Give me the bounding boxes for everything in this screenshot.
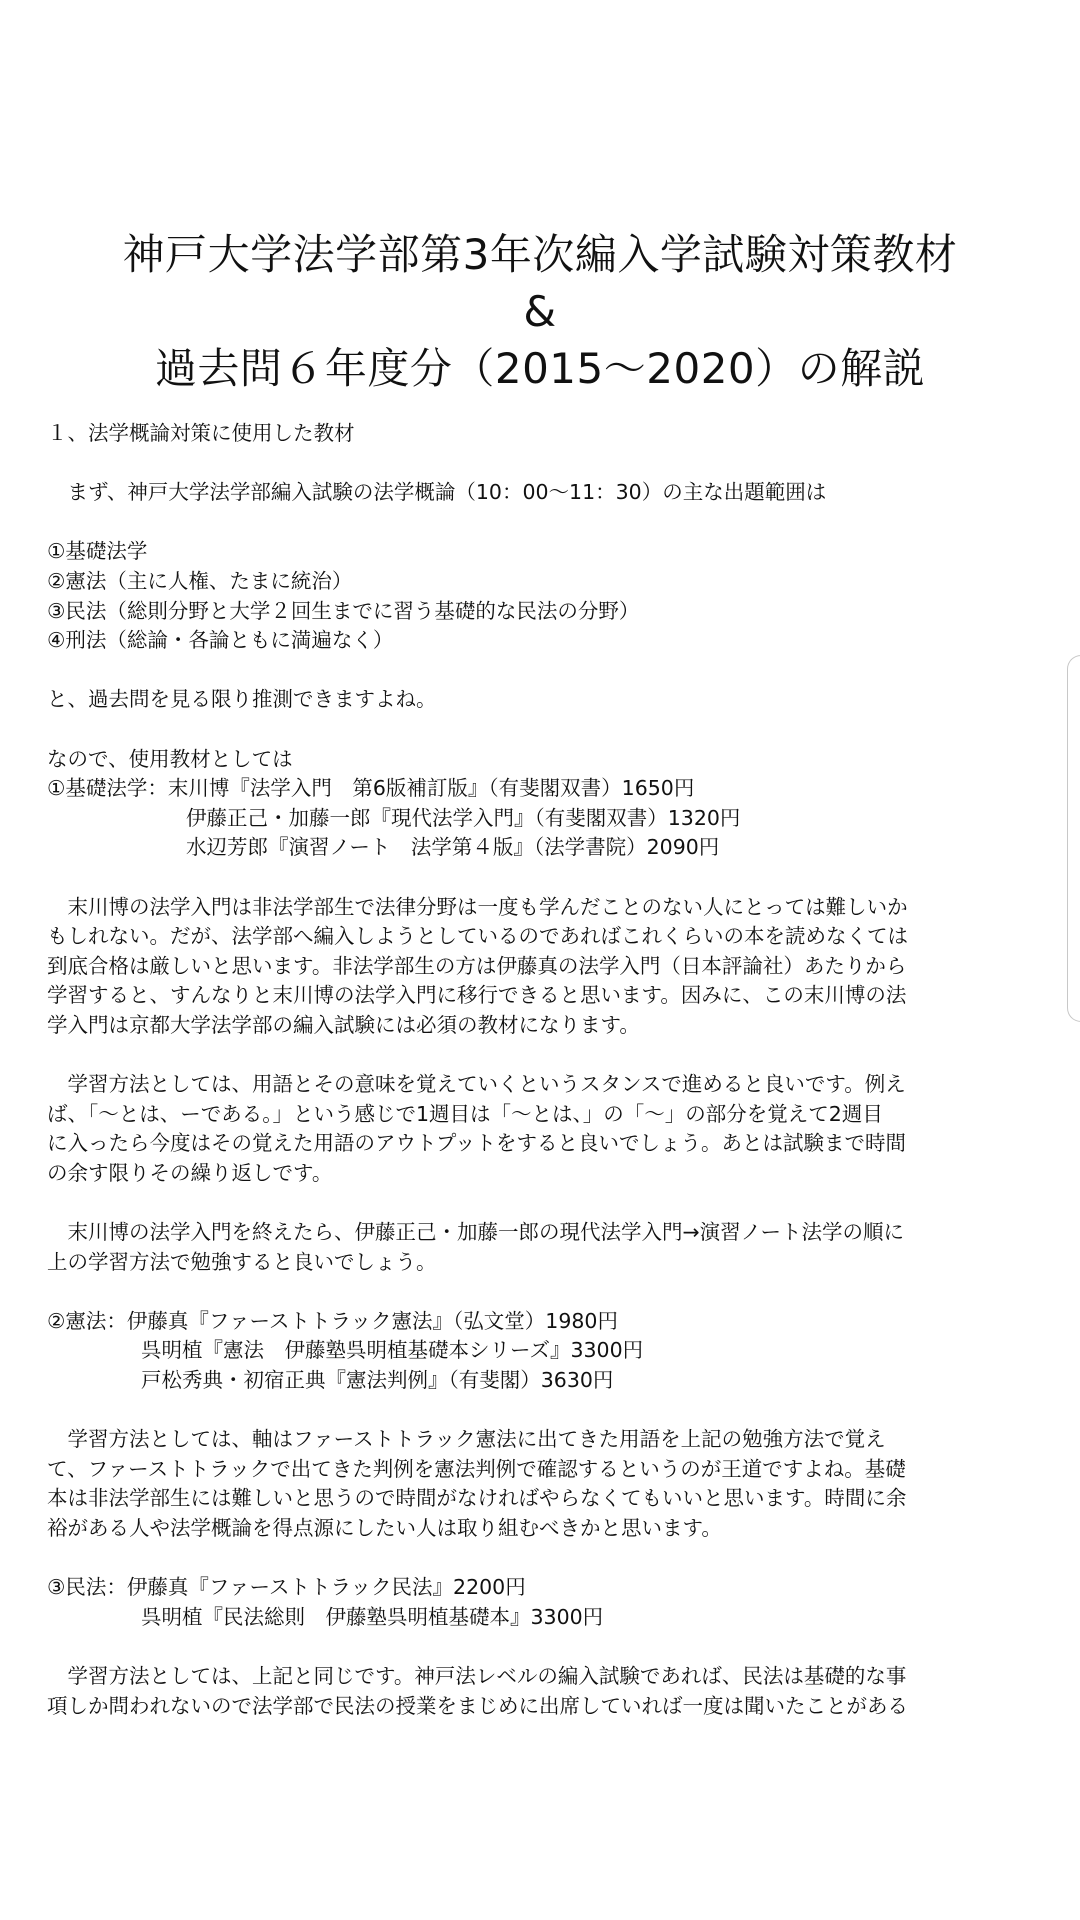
scope-item: ①基礎法学: [47, 539, 148, 564]
constitution-material: ②憲法：伊藤真『ファーストトラック憲法』（弘文堂）1980円: [47, 1308, 618, 1333]
constitution-material: 戸松秀典・初宿正典『憲法判例』（有斐閣）3630円: [141, 1368, 614, 1392]
inference-text: と、過去問を見る限り推測できますよね。: [47, 687, 437, 712]
title-line-1: 神戸大学法学部第3年次編入学試験対策教材: [122, 230, 958, 279]
materials-intro: なので、使用教材としては: [47, 746, 293, 771]
scope-item: ②憲法（主に人権、たまに統治）: [47, 568, 353, 593]
method-paragraph: 学習方法としては、用語とその意味を覚えていくというスタンスで進めると良いです。例え ば、「〜とは、ーである。」という感じで1週目は「〜とは、」の「〜」の部分を覚えて2週目 に入ったら今度はその覚えた用語のアウトプットをすると良いでしょう。あとは試験まで時間 の余す限りその繰り返しです。: [47, 1072, 906, 1185]
scope-item: ③民法（総則分野と大学２回生までに習う基礎的な民法の分野）: [47, 598, 640, 623]
document-body: [47, 419, 1017, 1721]
basic-law-material: ①基礎法学：末川博『法学入門 第6版補訂版』（有斐閣双書）1650円: [47, 776, 695, 801]
constitution-paragraph: 学習方法としては、軸はファーストトラック憲法に出てきた用語を上記の勉強方法で覚え て、ファーストトラックで出てきた判例を憲法判例で確認するというのが王道ですよね。基礎 本は非法学部生には難しいと思うので時間がなければやらなくてもいいと思います。時間に余 裕がある人や法学概論を得点源にしたい人は取り組むべきかと思います。: [47, 1427, 907, 1540]
order-paragraph: 末川博の法学入門を終えたら、伊藤正己・加藤一郎の現代法学入門→演習ノート法学の順に 上の学習方法で勉強すると良いでしょう。: [47, 1220, 905, 1274]
civil-material: ③民法：伊藤真『ファーストトラック民法』2200円: [47, 1575, 526, 1600]
intro-text: まず、神戸大学法学部編入試験の法学概論（10：00〜11：30）の主な出題範囲は: [47, 480, 827, 505]
basic-law-material: 伊藤正己・加藤一郎『現代法学入門』（有斐閣双書）1320円: [186, 805, 741, 830]
title-line-2: &: [523, 287, 557, 336]
section-heading: １、法学概論対策に使用した教材: [47, 421, 355, 445]
suekawa-paragraph: 末川博の法学入門は非法学部生で法律分野は一度も学んだことのない人にとっては難しいか もしれない。だが、法学部へ編入しようとしているのであればこれくらいの本を読めなくては 到底合格は厳しいと思います。非法学部生の方は伊藤真の法学入門（日本評論社）あたりから 学習すると、すんなりと末川博の法学入門に移行できると思います。因みに、この末川博の法 学入門は京都大学法学部の編入試験には必須の教材になります。: [47, 894, 908, 1037]
scope-item: ④刑法（総論・各論ともに満遍なく）: [47, 628, 394, 653]
title-line-3: 過去問６年度分（2015〜2020）の解説: [154, 344, 926, 393]
civil-material: 呉明植『民法総則 伊藤塾呉明植基礎本』3300円: [141, 1604, 604, 1629]
constitution-material: 呉明植『憲法 伊藤塾呉明植基礎本シリーズ』3300円: [141, 1338, 644, 1363]
basic-law-material: 水辺芳郎『演習ノート 法学第４版』（法学書院）2090円: [186, 835, 720, 860]
civil-paragraph: 学習方法としては、上記と同じです。神戸法レベルの編入試験であれば、民法は基礎的な事 項しか問われないので法学部で民法の授業をまじめに出席していれば一度は聞いたことがある: [47, 1663, 908, 1718]
side-panel-handle[interactable]: [1067, 655, 1080, 1022]
document-title: [0, 226, 1080, 397]
